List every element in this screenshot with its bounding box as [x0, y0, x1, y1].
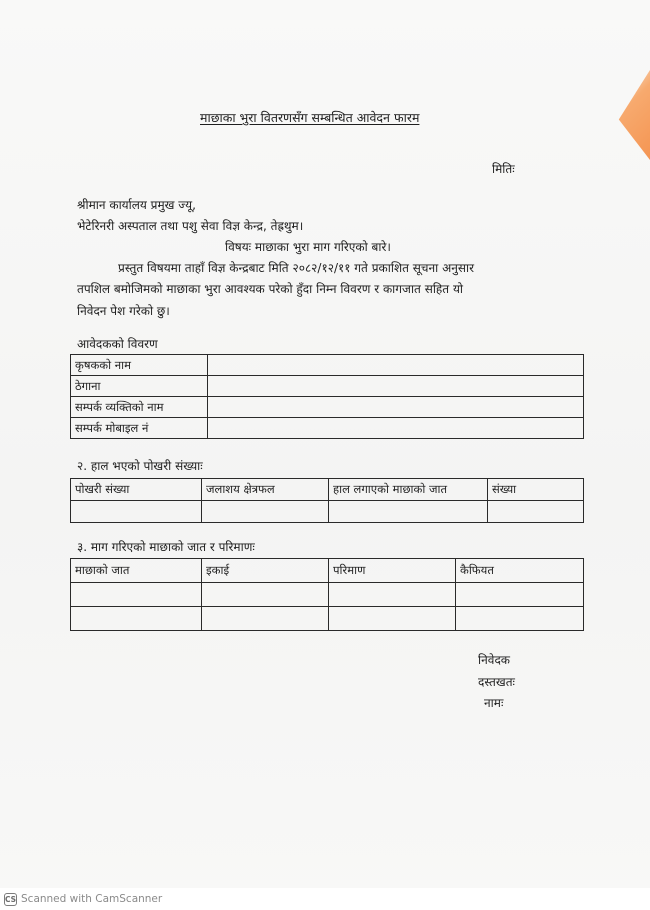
- column-header: माछाको जात: [71, 559, 202, 583]
- remarks-cell[interactable]: [456, 583, 584, 607]
- contact-person-label: सम्पर्क व्यक्तिको नाम: [71, 397, 208, 418]
- applicant-details-heading: आवेदकको विवरण: [77, 337, 158, 351]
- table-row: [71, 583, 584, 607]
- requested-fish-table: [70, 558, 584, 631]
- farmer-name-label: कृषकको नाम: [71, 355, 208, 376]
- address-label: ठेगाना: [71, 376, 208, 397]
- body-line-3: निवेदन पेश गरेको छु।: [77, 304, 170, 318]
- unit-cell[interactable]: [202, 583, 329, 607]
- scan-artifact: [602, 70, 650, 160]
- column-header: हाल लगाएको माछाको जात: [329, 479, 488, 501]
- remarks-cell[interactable]: [456, 607, 584, 631]
- column-header: कैफियत: [456, 559, 584, 583]
- applicant-details-table: [70, 354, 584, 439]
- contact-mobile-field[interactable]: [208, 418, 584, 439]
- table-header-row: [71, 479, 584, 501]
- table-row: [71, 501, 584, 523]
- quantity-cell[interactable]: [488, 501, 584, 523]
- pond-count-heading: २. हाल भएको पोखरी संख्याः: [77, 459, 203, 473]
- contact-person-field[interactable]: [208, 397, 584, 418]
- subject-line: विषयः माछाका भुरा माग गरिएको बारे।: [225, 240, 391, 254]
- table-row: [71, 376, 584, 397]
- signature-label: दस्तखतः: [478, 675, 515, 689]
- requested-fish-heading: ३. माग गरिएको माछाको जात र परिमाणः: [77, 540, 255, 554]
- form-title: माछाका भुरा वितरणसँग सम्बन्धित आवेदन फारम: [200, 110, 420, 125]
- pond-count-cell[interactable]: [71, 501, 202, 523]
- address-line-1: श्रीमान कार्यालय प्रमुख ज्यू,: [77, 198, 196, 212]
- scanner-footer: [0, 888, 650, 910]
- amount-cell[interactable]: [329, 583, 456, 607]
- column-header: इकाई: [202, 559, 329, 583]
- applicant-label: निवेदक: [478, 653, 511, 667]
- amount-cell[interactable]: [329, 607, 456, 631]
- column-header: परिमाण: [329, 559, 456, 583]
- fish-species-cell[interactable]: [329, 501, 488, 523]
- farmer-name-field[interactable]: [208, 355, 584, 376]
- column-header: पोखरी संख्या: [71, 479, 202, 501]
- body-line-1: प्रस्तुत विषयमा ताहाँ विज्ञ केन्द्रबाट मिति २०८२/१२/११ गते प्रकाशित सूचना अनुसार: [118, 261, 475, 275]
- table-row: [71, 397, 584, 418]
- table-row: [71, 418, 584, 439]
- pond-table: [70, 478, 584, 523]
- address-field[interactable]: [208, 376, 584, 397]
- reservoir-area-cell[interactable]: [202, 501, 329, 523]
- date-label: मितिः: [492, 162, 515, 176]
- unit-cell[interactable]: [202, 607, 329, 631]
- contact-mobile-label: सम्पर्क मोबाइल नं: [71, 418, 208, 439]
- column-header: संख्या: [488, 479, 584, 501]
- fish-species-cell[interactable]: [71, 607, 202, 631]
- fish-species-cell[interactable]: [71, 583, 202, 607]
- column-header: जलाशय क्षेत्रफल: [202, 479, 329, 501]
- scanner-watermark: Scanned with CamScanner: [21, 893, 163, 905]
- name-label: नामः: [484, 696, 504, 710]
- table-row: [71, 607, 584, 631]
- address-line-2: भेटेरिनरी अस्पताल तथा पशु सेवा विज्ञ केन्द्र, तेह्रथुम।: [77, 219, 304, 233]
- camscanner-icon: CS: [4, 894, 17, 904]
- table-row: [71, 355, 584, 376]
- table-header-row: [71, 559, 584, 583]
- body-line-2: तपशिल बमोजिमको माछाका भुरा आवश्यक परेको हुँदा निम्न विवरण र कागजात सहित यो: [77, 282, 464, 296]
